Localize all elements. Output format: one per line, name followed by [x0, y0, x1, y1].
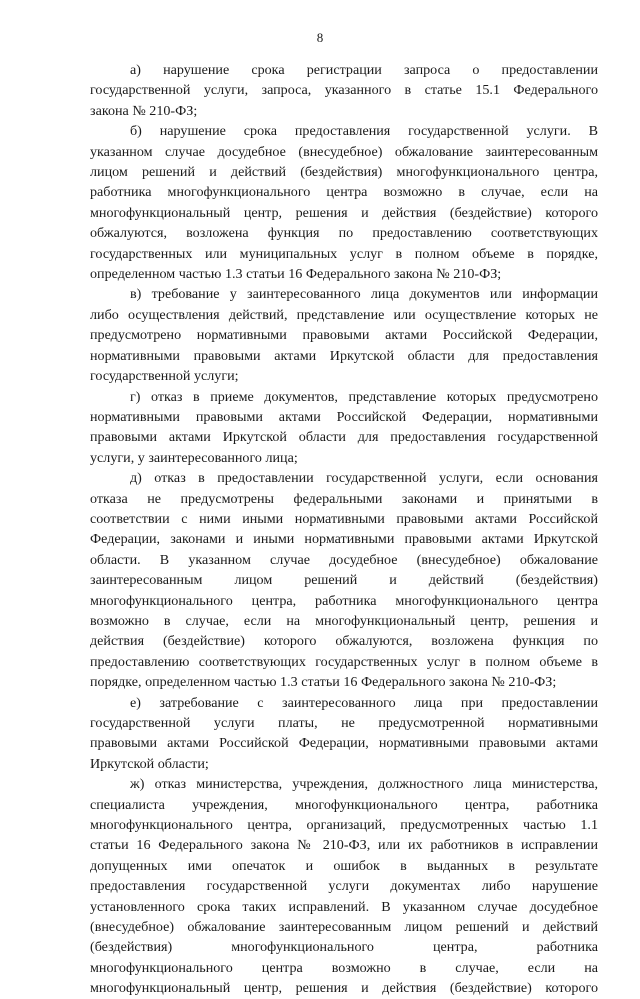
text-line: соответствии с ними иными нормативными правовыми актами Российской: [90, 510, 598, 527]
text-line: закона № 210-ФЗ;: [90, 102, 198, 119]
text-line: порядке, определенном частью 1.3 статьи 16 Федерального закона № 210-ФЗ;: [90, 674, 557, 691]
text-line: г) отказ в приеме документов, представление которых предусмотрено: [130, 388, 598, 405]
paragraph: [90, 774, 598, 998]
text-line: статьи 16 Федерального закона № 210-ФЗ, или их работников в исправлении: [90, 837, 598, 854]
text-line: нормативными правовыми актами Российской Федерации, нормативными: [90, 408, 598, 425]
text-line: определенном частью 1.3 статьи 16 Федерального закона № 210-ФЗ;: [90, 266, 502, 283]
text-line: либо осуществления действий, представление или осуществление которых не: [90, 306, 598, 323]
text-line: многофункционального центра, работника многофункционального центра: [90, 592, 598, 609]
text-line: многофункционального центра возможно в случае, если на: [90, 959, 598, 976]
text-line: правовыми актами Российской Федерации, нормативными правовыми актами: [90, 735, 598, 752]
text-line: нормативными правовыми актами Иркутской области для предоставления: [90, 347, 598, 364]
text-line: работника многофункционального центра возможно в случае, если на: [90, 184, 598, 201]
text-line: а) нарушение срока регистрации запроса о предоставлении: [130, 62, 598, 78]
text-line: правовыми актами Иркутской области для предоставления государственной: [90, 429, 598, 446]
text-line: Федерации, законами и иными нормативными правовыми актами Иркутской: [90, 531, 598, 548]
text-line: установленного срока таких исправлений. В указанном случае досудебное: [90, 898, 598, 915]
paragraph: [90, 693, 598, 775]
text-line: указанном случае досудебное (внесудебное) обжалование заинтересованным: [90, 143, 598, 160]
text-line: допущенных ими опечаток и ошибок в выданных в результате: [90, 857, 598, 874]
text-line: многофункциональный центр, решения и действия (бездействие) которого: [90, 204, 598, 221]
text-line: обжалуются, возложена функция по предоставлению соответствующих: [90, 225, 598, 242]
text-line: е) затребование с заинтересованного лица при предоставлении: [130, 694, 598, 711]
text-line: ж) отказ министерства, учреждения, должностного лица министерства,: [130, 776, 598, 793]
paragraph: [90, 387, 598, 469]
page-number: 8: [316, 30, 324, 45]
text-line: государственных или муниципальных услуг в полном объеме в порядке,: [90, 245, 598, 262]
text-line: предоставления государственной услуги документах либо нарушение: [90, 878, 598, 895]
text-line: многофункциональный центр, решения и действия (бездействие) которого: [90, 980, 598, 997]
paragraph: [90, 468, 598, 692]
text-line: лицом решений и действий (бездействия) многофункционального центра,: [90, 164, 598, 181]
text-line: государственной услуги, запроса, указанного в статье 15.1 Федерального: [90, 82, 598, 99]
text-line: услуги, у заинтересованного лица;: [90, 449, 298, 466]
text-line: государственной услуги;: [90, 368, 239, 385]
text-line: (бездействия) многофункционального центра, работника: [90, 939, 598, 956]
text-line: д) отказ в предоставлении государственной услуги, если основания: [130, 470, 598, 487]
text-line: предусмотрено нормативными правовыми актами Российской Федерации,: [90, 327, 598, 344]
text-line: б) нарушение срока предоставления государственной услуги. В: [130, 123, 598, 140]
text-line: государственной услуги платы, не предусмотренной нормативными: [90, 715, 598, 731]
text-line: (внесудебное) обжалование заинтересованным лицом решений и действий: [90, 919, 598, 936]
text-line: области. В указанном случае досудебное (внесудебное) обжалование: [90, 551, 598, 568]
text-line: предоставлению соответствующих государственных услуг в полном объеме в: [90, 653, 598, 670]
text-line: действия (бездействие) которого обжалуются, возложена функция по: [90, 633, 598, 650]
paragraph: [90, 284, 598, 386]
text-line: возможно в случае, если на многофункциональный центр, решения и: [90, 612, 598, 629]
text-line: заинтересованным лицом решений и действий (бездействия): [90, 572, 598, 589]
paragraph: [90, 60, 598, 121]
text-line: специалиста учреждения, многофункционального центра, работника: [90, 796, 598, 813]
paragraph: [90, 121, 598, 284]
text-line: отказа не предусмотрены федеральными законами и принятыми в: [90, 490, 598, 507]
document-body: [90, 60, 598, 999]
text-line: многофункционального центра, организаций, предусмотренных частью 1.1: [90, 817, 598, 834]
text-line: в) требование у заинтересованного лица документов или информации: [130, 286, 598, 303]
text-line: Иркутской области;: [90, 755, 209, 772]
